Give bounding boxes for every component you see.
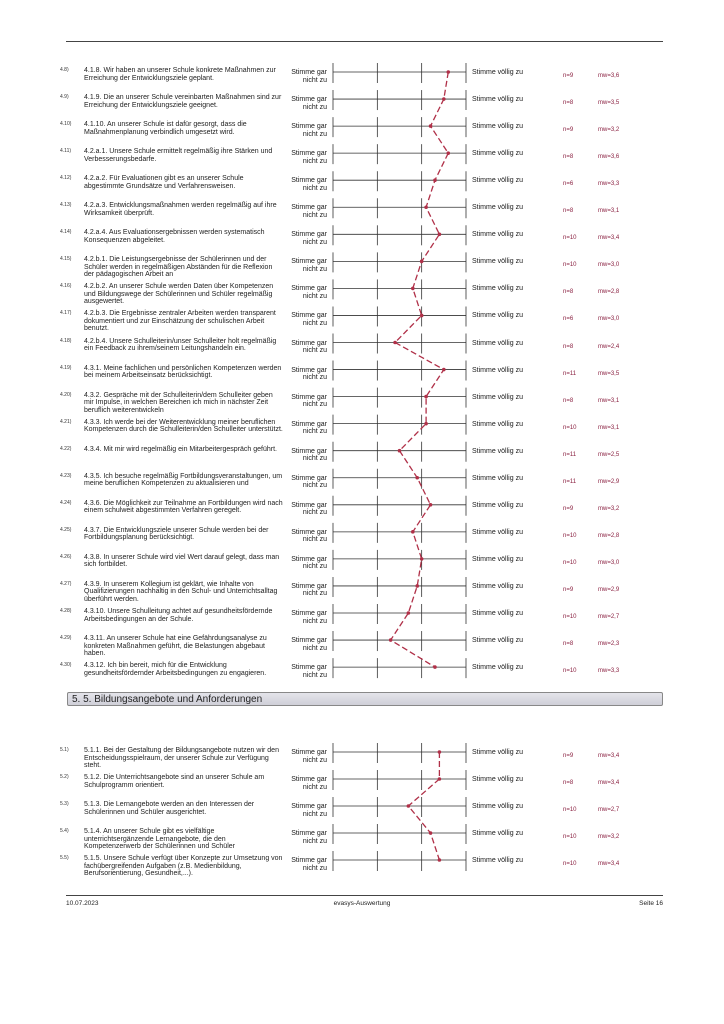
question-number: 4.26) [60, 553, 72, 560]
scale-label-right: Stimme völlig zu [472, 366, 523, 374]
respondent-count: n=10 [563, 424, 577, 431]
mean-value: mw=3,4 [598, 753, 620, 759]
question-number: 5.4) [60, 828, 69, 834]
question-row [0, 527, 724, 553]
scale-label-left: Stimme gar nicht zu [291, 830, 327, 845]
question-number: 4.28) [60, 608, 72, 614]
question-text: 4.3.2. Gespräche mit der Schulleiterin/dem Schulleiter geben mir Impulse, in welchen Bereichen ich mich in nächster Zeit beruflich weiterentwickeln [84, 391, 273, 414]
respondent-count: n=8 [563, 343, 574, 350]
question-number: 4.9) [60, 94, 69, 101]
mean-value: mw=3,3 [598, 181, 620, 188]
question-number: 4.11) [60, 148, 72, 155]
scale-label-right: Stimme völlig zu [472, 528, 523, 536]
scale-label-right: Stimme völlig zu [472, 610, 523, 617]
mean-value: mw=3,0 [598, 316, 620, 323]
respondent-count: n=11 [563, 478, 577, 485]
mean-value: mw=3,0 [598, 262, 620, 269]
question-number: 4.30) [60, 662, 72, 669]
respondent-count: n=10 [563, 614, 577, 620]
question-number: 4.24) [60, 499, 72, 506]
respondent-count: n=9 [563, 586, 574, 593]
question-row [0, 338, 724, 364]
scale-label-right: Stimme völlig zu [472, 96, 523, 104]
mean-value: mw=3,5 [598, 370, 620, 377]
question-number: 4.25) [60, 526, 72, 533]
question-row [0, 608, 724, 634]
question-text: 4.3.5. Ich besuche regelmäßig Fortbildungsveranstaltungen, um meine beruflichen Kompetenzen zu aktualisieren und [84, 472, 283, 488]
question-row [0, 148, 724, 174]
question-row [0, 446, 724, 472]
mean-value: mw=3,4 [598, 861, 620, 867]
mean-value: mw=3,3 [598, 668, 620, 675]
question-text: 4.1.8. Wir haben an unserer Schule konkrete Maßnahmen zur Erreichung der Entwicklungsziele geplant. [84, 67, 276, 82]
mean-value: mw=3,2 [598, 834, 620, 840]
mean-value: mw=3,1 [598, 208, 620, 215]
scale-label-left: Stimme gar nicht zu [291, 803, 327, 818]
scale-label-right: Stimme völlig zu [472, 258, 523, 266]
scale-label-right: Stimme völlig zu [472, 339, 523, 347]
respondent-count: n=10 [563, 559, 577, 566]
respondent-count: n=8 [563, 154, 574, 161]
question-text: 4.3.6. Die Möglichkeit zur Teilnahme an Fortbildungen wird nach einem schulweit abgestimmten Verfahren geregelt. [84, 499, 283, 515]
question-text: 4.3.12. Ich bin bereit, mich für die Entwicklung gesundheitsfördernder Arbeitsbedingungen zu engagieren. [84, 662, 267, 677]
mean-value: mw=3,6 [598, 73, 620, 79]
mean-value: mw=2,3 [598, 641, 620, 648]
respondent-count: n=9 [563, 753, 574, 759]
question-number: 5.2) [60, 774, 69, 780]
question-row [0, 747, 724, 773]
mean-value: mw=2,4 [598, 343, 620, 350]
question-number: 4.22) [60, 445, 72, 452]
question-number: 4.13) [60, 202, 72, 209]
question-text: 4.3.10. Unsere Schulleitung achtet auf gesundheitsfördernde Arbeitsbedingungen an der Schule. [84, 608, 273, 623]
respondent-count: n=6 [563, 181, 574, 188]
question-text: 5.1.4. An unserer Schule gibt es vielfältige unterrichtsergänzende Lernangebote, die den Kompetenzerwerb der Schülerinnen und Schüler [84, 828, 235, 850]
question-text: 4.3.3. Ich werde bei der Weiterentwicklung meiner beruflichen Kompetenzen durch die Schulleiterin/den Schulleiter unterstützt. [84, 418, 283, 434]
question-number: 4.12) [60, 175, 72, 182]
question-row [0, 554, 724, 580]
question-number: 4.23) [60, 472, 72, 479]
scale-label-left: Stimme gar nicht zu [291, 285, 327, 300]
scale-label-left: Stimme gar nicht zu [291, 69, 327, 84]
scale-label-left: Stimme gar nicht zu [291, 447, 327, 463]
question-row [0, 121, 724, 147]
question-row [0, 855, 724, 881]
question-number: 4.10) [60, 121, 72, 128]
scale-label-right: Stimme völlig zu [472, 312, 523, 320]
respondent-count: n=8 [563, 100, 574, 107]
question-row [0, 310, 724, 336]
question-number: 4.16) [60, 283, 72, 290]
scale-label-left: Stimme gar nicht zu [291, 204, 327, 219]
question-text: 4.2.a.1. Unsere Schule ermittelt regelmäßig ihre Stärken und Verbesserungsbedarfe. [84, 148, 273, 163]
scale-label-left: Stimme gar nicht zu [291, 749, 327, 764]
question-text: 5.1.1. Bei der Gestaltung der Bildungsangebote nutzen wir den Entscheidungsspielraum, der unserer Schule zur Verfügung steht. [84, 747, 279, 769]
scale-label-left: Stimme gar nicht zu [291, 339, 327, 354]
scale-label-right: Stimme völlig zu [472, 664, 523, 672]
scale-label-right: Stimme völlig zu [472, 555, 523, 563]
question-row [0, 256, 724, 282]
respondent-count: n=10 [563, 834, 577, 840]
respondent-count: n=8 [563, 289, 574, 296]
mean-value: mw=2,8 [598, 532, 620, 539]
question-number: 4.29) [60, 635, 72, 642]
scale-label-right: Stimme völlig zu [472, 204, 523, 212]
respondent-count: n=10 [563, 262, 577, 269]
mean-value: mw=2,8 [598, 289, 620, 296]
question-number: 5.3) [60, 801, 69, 807]
scale-label-right: Stimme völlig zu [472, 830, 523, 837]
scale-label-right: Stimme völlig zu [472, 69, 523, 76]
question-text: 4.1.9. Die an unserer Schule vereinbarten Maßnahmen sind zur Erreichung der Entwicklungsziele geeignet. [84, 94, 282, 109]
question-row [0, 202, 724, 228]
question-text: 5.1.5. Unsere Schule verfügt über Konzepte zur Umsetzung von fachübergreifenden Aufgaben (z.B. Medienbildung, Berufsorientierung, Gesundheit,...). [84, 855, 283, 877]
question-row [0, 67, 724, 93]
respondent-count: n=8 [563, 641, 574, 648]
scale-label-right: Stimme völlig zu [472, 150, 523, 158]
scale-label-right: Stimme völlig zu [472, 447, 523, 455]
question-row [0, 635, 724, 661]
scale-label-right: Stimme völlig zu [472, 582, 523, 590]
scale-label-left: Stimme gar nicht zu [291, 776, 327, 791]
question-number: 4.27) [60, 580, 72, 587]
scale-label-left: Stimme gar nicht zu [291, 312, 327, 327]
header-rule [66, 41, 663, 42]
scale-label-right: Stimme völlig zu [472, 420, 523, 428]
scale-label-left: Stimme gar nicht zu [291, 231, 327, 246]
scale-label-left: Stimme gar nicht zu [291, 664, 327, 679]
mean-value: mw=3,1 [598, 397, 620, 404]
question-text: 4.3.9. In unserem Kollegium ist geklärt, wie Inhalte von Qualifizierungen nachhaltig in den Schul- und Unterrichtsalltag überführt werden. [84, 580, 278, 603]
respondent-count: n=10 [563, 532, 577, 539]
question-row [0, 581, 724, 607]
mean-value: mw=3,2 [598, 505, 620, 512]
footer-title: evasys-Auswertung [333, 900, 391, 907]
scale-label-left: Stimme gar nicht zu [291, 582, 327, 598]
section-heading: 5. 5. Bildungsangebote und Anforderungen [67, 692, 663, 706]
footer-rule [66, 895, 663, 896]
question-text: 4.2.a.4. Aus Evaluationsergebnissen werden systematisch Konsequenzen abgeleitet. [84, 229, 265, 244]
respondent-count: n=8 [563, 208, 574, 215]
question-row [0, 774, 724, 800]
mean-value: mw=3,4 [598, 780, 620, 786]
scale-label-right: Stimme völlig zu [472, 749, 523, 756]
footer-date: 10.07.2023 [66, 900, 99, 907]
question-text: 5.1.2. Die Unterrichtsangebote sind an unserer Schule am Schulprogramm orientiert. [84, 774, 265, 789]
respondent-count: n=10 [563, 668, 577, 675]
scale-label-left: Stimme gar nicht zu [291, 150, 327, 165]
question-number: 5.1) [60, 747, 69, 753]
scale-label-left: Stimme gar nicht zu [291, 474, 327, 490]
mean-value: mw=2,9 [598, 586, 620, 593]
question-row [0, 500, 724, 526]
scale-label-left: Stimme gar nicht zu [291, 555, 327, 571]
question-text: 4.3.4. Mit mir wird regelmäßig ein Mitarbeitergespräch geführt. [84, 445, 277, 453]
scale-label-left: Stimme gar nicht zu [291, 637, 327, 652]
scale-label-left: Stimme gar nicht zu [291, 96, 327, 111]
question-row [0, 94, 724, 120]
question-number: 4.14) [60, 229, 72, 236]
question-row [0, 392, 724, 418]
question-row [0, 365, 724, 391]
question-row [0, 229, 724, 255]
question-number: 5.5) [60, 855, 69, 861]
question-text: 5.1.3. Die Lernangebote werden an den Interessen der Schülerinnen und Schüler ausgerichtet. [84, 801, 255, 816]
mean-value: mw=3,0 [598, 559, 620, 566]
scale-label-right: Stimme völlig zu [472, 637, 523, 645]
respondent-count: n=10 [563, 861, 577, 867]
question-number: 4.20) [60, 391, 72, 398]
scale-label-left: Stimme gar nicht zu [291, 857, 327, 872]
mean-value: mw=3,4 [598, 235, 620, 242]
mean-value: mw=2,5 [598, 451, 620, 458]
scale-label-right: Stimme völlig zu [472, 501, 523, 509]
respondent-count: n=10 [563, 807, 577, 813]
question-number: 4.17) [60, 310, 72, 317]
question-text: 4.2.a.2. Für Evaluationen gibt es an unserer Schule abgestimmte Grundsätze und Verfahrensweisen. [84, 175, 244, 190]
question-text: 4.3.1. Meine fachlichen und persönlichen Kompetenzen werden bei meinem Arbeitseinsatz berücksichtigt. [84, 364, 282, 380]
scale-label-left: Stimme gar nicht zu [291, 177, 327, 192]
footer-page: Seite 16 [639, 900, 663, 907]
question-row [0, 419, 724, 445]
question-text: 4.3.11. An unserer Schule hat eine Gefährdungsanalyse zu konkreten Maßnahmen geführt, die Belastungen abgebaut haben. [84, 635, 267, 658]
respondent-count: n=8 [563, 780, 574, 786]
question-text: 4.3.8. In unserer Schule wird viel Wert darauf gelegt, dass man sich fortbildet. [84, 553, 280, 569]
question-row [0, 828, 724, 854]
scale-label-right: Stimme völlig zu [472, 231, 523, 239]
mean-value: mw=3,5 [598, 100, 620, 107]
respondent-count: n=10 [563, 235, 577, 242]
mean-value: mw=2,7 [598, 614, 620, 620]
question-number: 4.19) [60, 364, 72, 371]
scale-label-left: Stimme gar nicht zu [291, 420, 327, 436]
question-row [0, 473, 724, 499]
question-row [0, 662, 724, 688]
scale-label-right: Stimme völlig zu [472, 776, 523, 783]
question-text: 4.2.a.3. Entwicklungsmaßnahmen werden regelmäßig auf ihre Wirksamkeit überprüft. [84, 202, 277, 217]
respondent-count: n=6 [563, 316, 574, 323]
question-text: 4.2.b.1. Die Leistungsergebnisse der Schülerinnen und der Schüler werden in regelmäßigen Abständen für die Reflexion der pädagogischen Arbeit an [84, 256, 273, 279]
respondent-count: n=9 [563, 127, 574, 134]
question-row [0, 801, 724, 827]
scale-label-left: Stimme gar nicht zu [291, 393, 327, 409]
question-row [0, 283, 724, 309]
scale-label-right: Stimme völlig zu [472, 285, 523, 293]
scale-label-right: Stimme völlig zu [472, 803, 523, 810]
question-text: 4.2.b.4. Unsere Schulleiterin/unser Schulleiter holt regelmäßig ein Feedback zu ihrem/seinem Leitungshandeln ein. [84, 337, 277, 352]
respondent-count: n=8 [563, 397, 574, 404]
question-row [0, 175, 724, 201]
scale-label-left: Stimme gar nicht zu [291, 610, 327, 625]
scale-label-right: Stimme völlig zu [472, 123, 523, 131]
question-number: 4.15) [60, 256, 72, 263]
question-text: 4.1.10. An unserer Schule ist dafür gesorgt, dass die Maßnahmenplanung verbindlich umgesetzt wird. [84, 121, 247, 136]
question-text: 4.2.b.2. An unserer Schule werden Daten über Kompetenzen und Bildungswege der Schülerinnen und Schüler regelmäßig ausgewertet. [84, 283, 274, 306]
scale-label-right: Stimme völlig zu [472, 393, 523, 401]
mean-value: mw=3,1 [598, 424, 620, 431]
question-number: 4.8) [60, 67, 69, 73]
mean-value: mw=2,9 [598, 478, 620, 485]
scale-label-right: Stimme völlig zu [472, 474, 523, 482]
scale-label-right: Stimme völlig zu [472, 177, 523, 185]
scale-label-left: Stimme gar nicht zu [291, 123, 327, 138]
question-text: 4.3.7. Die Entwicklungsziele unserer Schule werden bei der Fortbildungsplanung berücksichtigt. [84, 526, 269, 542]
question-text: 4.2.b.3. Die Ergebnisse zentraler Arbeiten werden transparent dokumentiert und zur Einschätzung der schulischen Arbeit benutzt. [84, 310, 276, 333]
question-number: 4.18) [60, 337, 72, 344]
scale-label-left: Stimme gar nicht zu [291, 366, 327, 382]
question-number: 4.21) [60, 418, 72, 425]
respondent-count: n=9 [563, 73, 574, 79]
scale-label-right: Stimme völlig zu [472, 857, 523, 864]
respondent-count: n=11 [563, 370, 577, 377]
respondent-count: n=9 [563, 505, 574, 512]
scale-label-left: Stimme gar nicht zu [291, 528, 327, 544]
respondent-count: n=11 [563, 451, 577, 458]
scale-label-left: Stimme gar nicht zu [291, 258, 327, 273]
mean-value: mw=3,2 [598, 127, 620, 134]
scale-label-left: Stimme gar nicht zu [291, 501, 327, 517]
mean-value: mw=2,7 [598, 807, 620, 813]
mean-value: mw=3,6 [598, 154, 620, 161]
